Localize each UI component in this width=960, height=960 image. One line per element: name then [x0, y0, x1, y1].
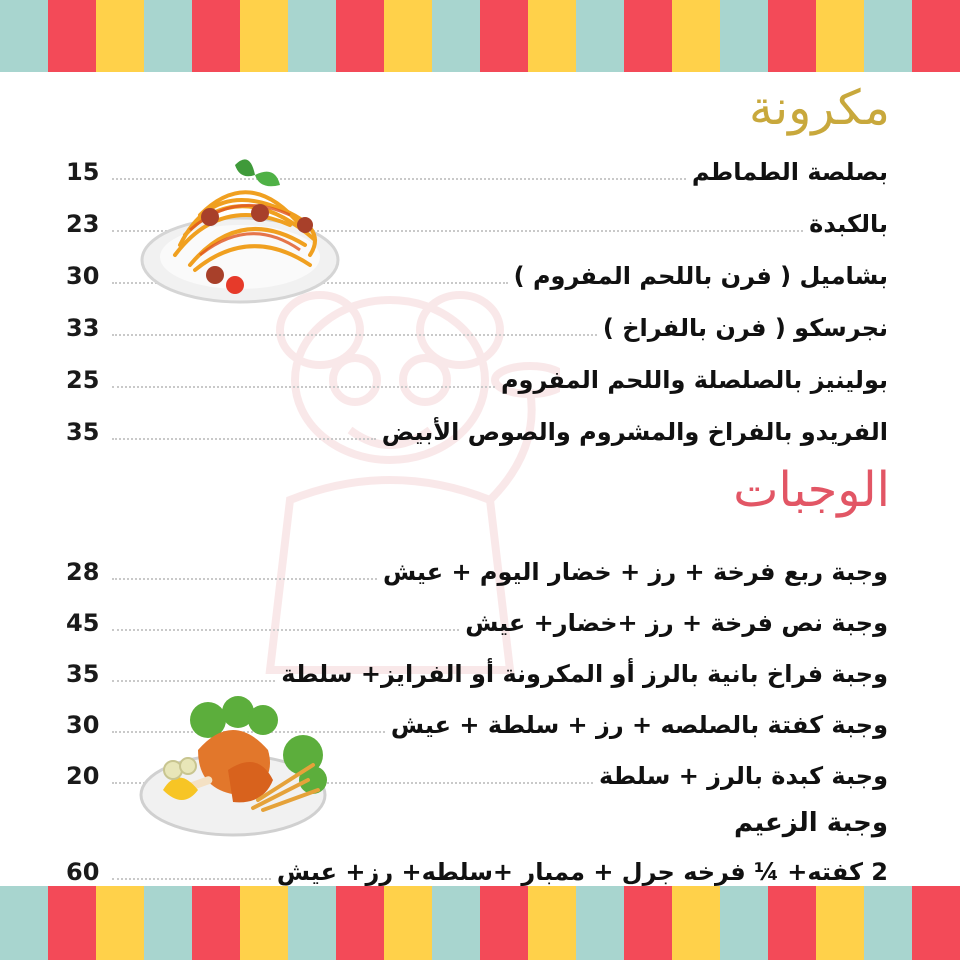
item-price: 23 [66, 210, 100, 238]
item-price: 30 [66, 711, 100, 739]
item-price: 33 [66, 314, 100, 342]
pasta-section-title: مكرونة [749, 80, 890, 136]
menu-item-meal-3 [66, 648, 888, 688]
item-name: وجبة كبدة بالرز + سلطة [599, 762, 888, 790]
dotted-leader [112, 680, 275, 682]
spaghetti-plate-icon [140, 145, 340, 310]
item-name: نجرسكو ( فرن بالفراخ ) [602, 314, 888, 342]
item-price: 20 [66, 762, 100, 790]
top-stripe-border [0, 0, 960, 72]
special-meal-description: 2 كفته+ ¼ فرخه جرل + ممبار +سلطه+ رز+ عيش [276, 858, 888, 886]
menu-item-meal-2 [66, 597, 888, 637]
item-name: بالكبدة [809, 210, 888, 238]
item-name: بصلصة الطماطم [691, 158, 888, 186]
dotted-leader [112, 334, 597, 336]
item-price: 28 [66, 558, 100, 586]
menu-item-pasta-6 [66, 406, 888, 446]
item-name: بشاميل ( فرن باللحم المفروم ) [513, 262, 888, 290]
item-name: وجبة نص فرخة + رز +خضار+ عيش [465, 609, 888, 637]
dotted-leader [112, 578, 377, 580]
chicken-plate-icon [138, 690, 338, 840]
item-price: 35 [66, 418, 100, 446]
item-price: 45 [66, 609, 100, 637]
item-price: 35 [66, 660, 100, 688]
item-price: 25 [66, 366, 100, 394]
item-name: وجبة كفتة بالصلصه + رز + سلطة + عيش [390, 711, 888, 739]
item-name: بولينيز بالصلصلة واللحم المفروم [500, 366, 888, 394]
special-meal-row [66, 846, 888, 886]
bottom-stripe-border [0, 886, 960, 960]
dotted-leader [112, 878, 271, 880]
item-name: الفريدو بالفراخ والمشروم والصوص الأبيض [381, 418, 888, 446]
meals-section-title: الوجبات [733, 462, 890, 518]
special-meal-name: وجبة الزعيم [734, 808, 888, 838]
item-name: وجبة ربع فرخة + رز + خضار اليوم + عيش [382, 558, 888, 586]
menu-item-meal-1 [66, 546, 888, 586]
dotted-leader [112, 386, 495, 388]
special-meal-price: 60 [66, 858, 100, 886]
item-name: وجبة فراخ بانية بالرز أو المكرونة أو الفرايز+ سلطة [281, 660, 888, 688]
dotted-leader [112, 438, 376, 440]
dotted-leader [112, 629, 459, 631]
item-price: 30 [66, 262, 100, 290]
menu-item-pasta-5 [66, 354, 888, 394]
item-price: 15 [66, 158, 100, 186]
